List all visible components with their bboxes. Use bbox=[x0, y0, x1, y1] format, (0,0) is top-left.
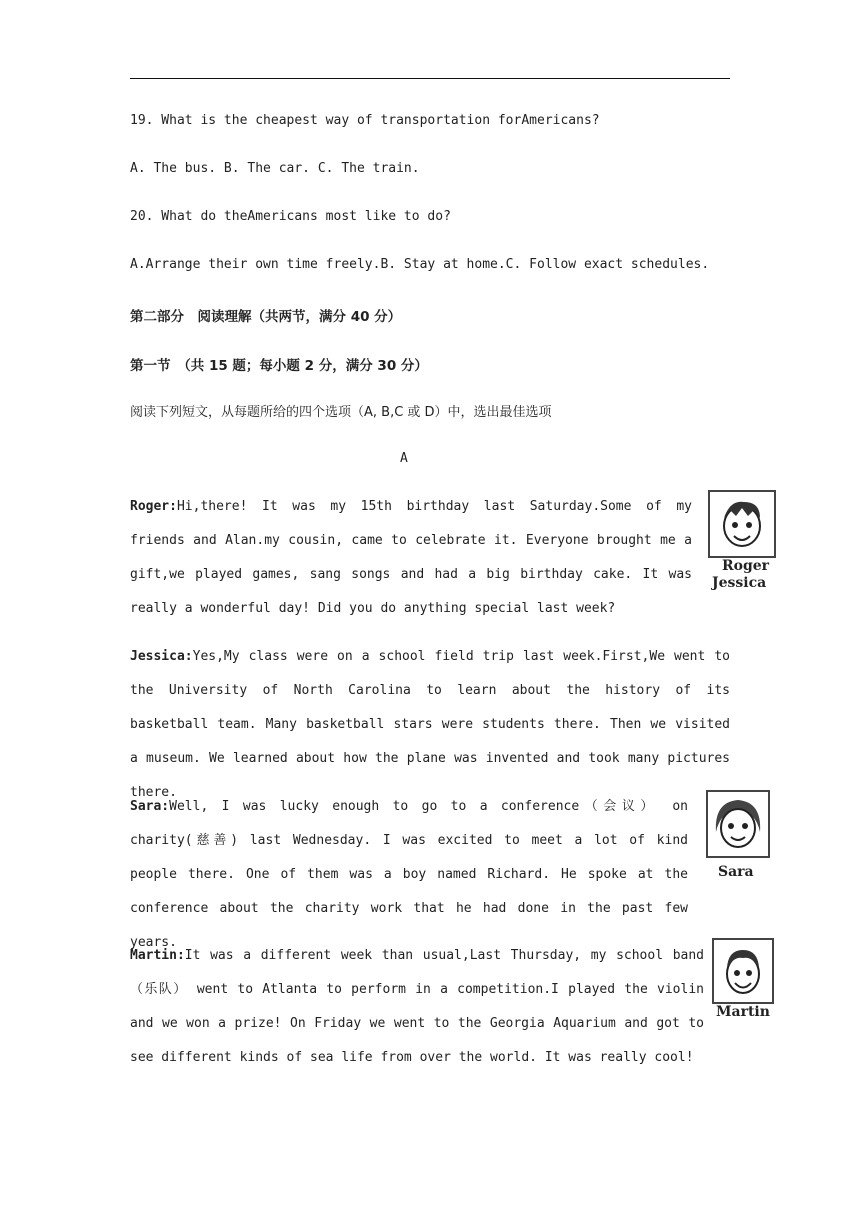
question-20-options: A.Arrange their own time freely.B. Stay at home.C. Follow exact schedules. bbox=[130, 257, 710, 272]
passage-sara bbox=[130, 790, 688, 960]
instructions: 阅读下列短文，从每题所给的四个选项（A, B,C 或 D）中，选出最佳选项 bbox=[130, 405, 552, 420]
martin-avatar bbox=[712, 938, 774, 1004]
speaker-martin: Martin: bbox=[130, 948, 185, 963]
roger-caption: Roger bbox=[722, 558, 770, 574]
text-sara: Well, I was lucky enough to go to a conference（会议） on charity(慈善) last Wednesday. I was excited to meet a lot of kind people there. One of them was a boy named Richard. He spoke at the conference about the charity work that he had done in the past few years. bbox=[130, 799, 688, 950]
part-two-heading: 第二部分 阅读理解（共两节，满分 40 分） bbox=[130, 309, 402, 325]
text-jessica: Yes,My class were on a school field trip last week.First,We went to the University of North Carolina to learn about the history of its basketball team. Many basketball stars were students there. Then we visited a museum. We learned about how the plane was invented and took many pictures there. bbox=[130, 649, 730, 800]
sara-avatar bbox=[706, 790, 770, 858]
boy-face-icon bbox=[710, 492, 774, 556]
question-19: 19. What is the cheapest way of transportation forAmericans? bbox=[130, 113, 600, 128]
roger-avatar bbox=[708, 490, 776, 558]
speaker-roger: Roger: bbox=[130, 499, 177, 514]
girl-face-icon bbox=[708, 792, 768, 856]
martin-caption: Martin bbox=[716, 1004, 770, 1020]
section-one-heading: 第一节 （共 15 题；每小题 2 分，满分 30 分） bbox=[130, 358, 428, 374]
boy-face-icon bbox=[714, 940, 772, 1002]
passage-martin bbox=[130, 939, 704, 1075]
passage-jessica bbox=[130, 640, 730, 810]
header-rule bbox=[130, 78, 730, 79]
speaker-jessica: Jessica: bbox=[130, 649, 193, 664]
text-martin: It was a different week than usual,Last Thursday, my school band（乐队） went to Atlanta to perform in a competition.I played the violin and we won a prize! On Friday we went to the Georgia Aquarium and got to see different kinds of sea life from over the world. It was really cool! bbox=[130, 948, 704, 1065]
sara-caption: Sara bbox=[718, 864, 754, 880]
speaker-sara: Sara: bbox=[130, 799, 170, 814]
jessica-caption: Jessica bbox=[712, 575, 767, 591]
passage-roger bbox=[130, 490, 692, 626]
question-19-options: A. The bus. B. The car. C. The train. bbox=[130, 161, 420, 176]
text-roger: Hi,there! It was my 15th birthday last Saturday.Some of my friends and Alan.my cousin, came to celebrate it. Everyone brought me a gift,we played games, sang songs and had a big birthday cake. It was really a wonderful day! Did you do anything special last week? bbox=[130, 499, 692, 616]
passage-label: A bbox=[400, 451, 408, 466]
question-20: 20. What do theAmericans most like to do? bbox=[130, 209, 451, 224]
